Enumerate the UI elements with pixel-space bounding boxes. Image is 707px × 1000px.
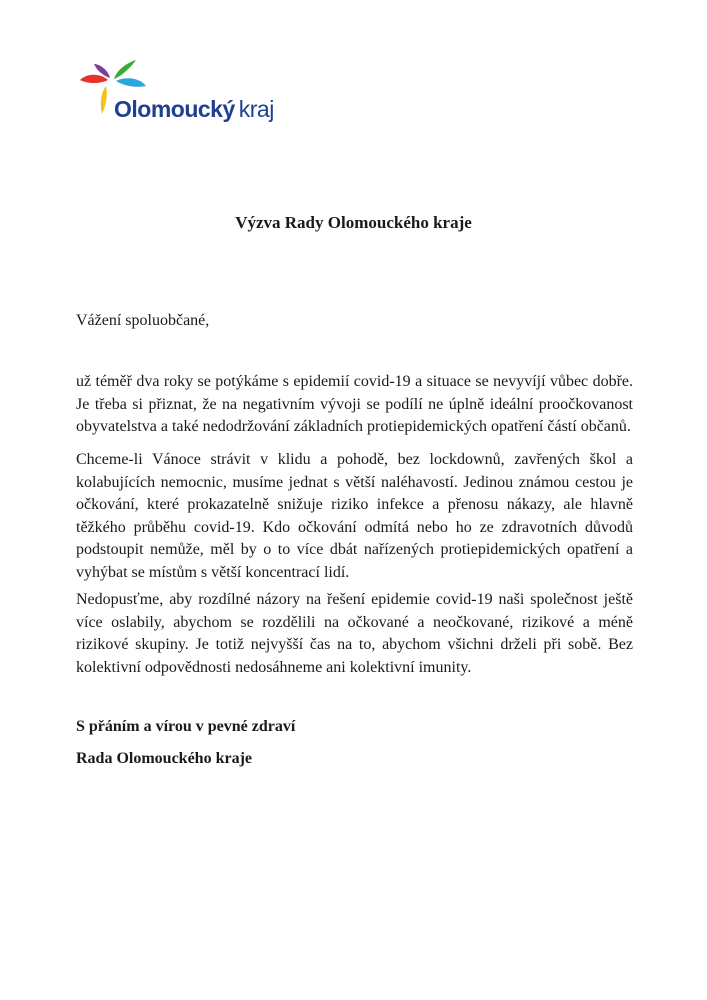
logo-name: Olomoucký: [114, 96, 235, 122]
logo-region: kraj: [238, 96, 274, 122]
document-title: Výzva Rady Olomouckého kraje: [235, 213, 472, 232]
paragraph-2: Chceme-li Vánoce strávit v klidu a pohodě, bez lockdownů, zavřených škol a kolabujících nemocnic, musíme jednat s větší naléhavostí. Jedinou známou cestou je očkování, které prokazatelně snižuje riziko infekce a přenosu nákazy, ale hlavně těžkého průběhu covid-19. Kdo očkování odmítá nebo ho ze zdravotních důvodů podstoupit nemůže, měl by o to více dbát nařízených protiepidemických opatření a vyhýbat se místům s větší koncentrací lidí.: [76, 451, 633, 581]
paragraph-3: Nedopusťme, aby rozdílné názory na řešení epidemie covid-19 naši společnost ještě více oslabily, abychom se rozdělili na očkované a neočkované, rizikové a méně rizikové skupiny. Je totiž nejvyšší čas na to, abychom všichni drželi při sobě. Bez kolektivní odpovědnosti nedosáhneme ani kolektivní imunity.: [76, 591, 633, 676]
logo-wordmark: [114, 96, 274, 123]
salutation: Vážení spoluobčané,: [76, 312, 210, 329]
paragraph-1: už téměř dva roky se potýkáme s epidemií covid-19 a situace se nevyvíjí vůbec dobře. Je třeba si přiznat, že na negativním vývoji se podílí ne úplně ideální proočkovanost obyvatelstva a také nedodržování základních protiepidemických opatření částí občanů.: [76, 373, 633, 435]
olomoucky-kraj-logo: [78, 58, 278, 124]
closing-line: S přáním a vírou v pevné zdraví: [76, 718, 296, 735]
signature: Rada Olomouckého kraje: [76, 750, 252, 767]
